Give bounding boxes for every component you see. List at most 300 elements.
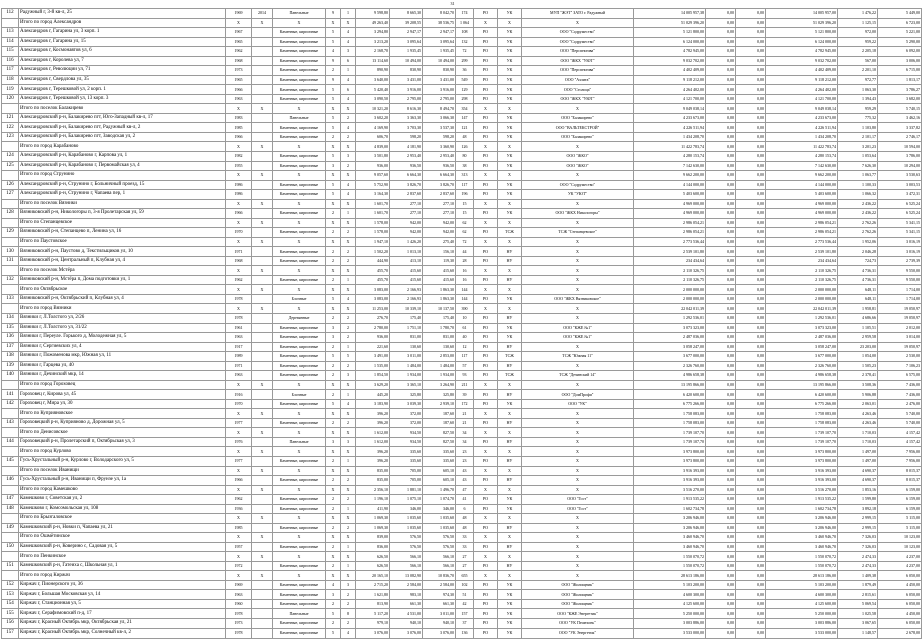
cell-row-number: 134 — [2, 314, 19, 324]
cell-fund-method: РО — [474, 180, 498, 190]
cell-owned-area: 566,10 — [423, 561, 456, 571]
cell-management-company: X — [522, 380, 634, 390]
cell-federal-funds: 0,00 — [706, 285, 736, 295]
cell-federal-funds: 0,00 — [706, 628, 736, 638]
cell-owned-area: 1 935,45 — [423, 47, 456, 57]
cell-total-cost: 9 032 702,00 — [634, 56, 706, 66]
cell-entrances: 2 — [341, 590, 356, 600]
cell-year-built: X — [226, 514, 252, 524]
cell-residential-area: 576,50 — [390, 533, 423, 543]
cell-residential-area: 566,10 — [390, 552, 423, 562]
cell-residential-area: 415,60 — [390, 266, 423, 276]
cell-management-company: X — [522, 237, 634, 247]
cell-residential-area: 1 035,60 — [390, 514, 423, 524]
cell-residents: 57 — [456, 361, 474, 371]
table-row — [2, 399, 922, 409]
cell-max-cost-per-sqm: 9 550,00 — [878, 275, 922, 285]
cell-regional-funds: 0,00 — [736, 352, 766, 362]
cell-year-reconstructed — [252, 247, 273, 257]
cell-total-cost: 3 516 270,00 — [634, 485, 706, 495]
cell-owned-area: 2 584,00 — [423, 580, 456, 590]
cell-address: Александров г, Революции ул, 71 — [19, 66, 226, 76]
cell-year-reconstructed — [252, 619, 273, 629]
cell-floors: 2 — [326, 476, 341, 486]
cell-year-reconstructed — [252, 56, 273, 66]
table-row — [2, 504, 922, 514]
cell-wall-material: Каменные, кирпичные — [273, 47, 326, 57]
cell-total-cost: 4 600 300,00 — [634, 590, 706, 600]
cell-address: Итого по город Карабаново — [19, 142, 226, 152]
cell-floors: 2 — [326, 495, 341, 505]
cell-year-reconstructed: X — [252, 285, 273, 295]
cell-owned-area: 335,60 — [423, 447, 456, 457]
cell-total-area: 813,90 — [356, 599, 390, 609]
cell-management-type: X — [498, 171, 522, 181]
cell-wall-material: X — [273, 304, 326, 314]
cell-cost-per-sqm: 3 201,23 — [838, 142, 878, 152]
cell-residents: 126 — [456, 142, 474, 152]
cell-management-type: НУ — [498, 561, 522, 571]
cell-row-number — [2, 533, 19, 543]
cell-year-built: X — [226, 171, 252, 181]
cell-residents: 313 — [456, 171, 474, 181]
cell-fund-method: X — [474, 285, 498, 295]
cell-year-reconstructed — [252, 561, 273, 571]
cell-fund-method: РО — [474, 228, 498, 238]
cell-owned-area: 277,10 — [423, 209, 456, 219]
cell-federal-funds: 0,00 — [706, 476, 736, 486]
cell-residential-area: 3 431,00 — [390, 75, 423, 85]
cell-address: Гороховец г, Кирова ул, 45 — [19, 390, 226, 400]
table-row — [2, 94, 922, 104]
cell-address: Киржач г, Красный Октябрь мкр, Октябрьская ул, 21 — [19, 619, 226, 629]
cell-cost-per-sqm: 3 067,65 — [838, 619, 878, 629]
cell-row-number — [2, 571, 19, 581]
cell-regional-funds: 0,00 — [736, 151, 766, 161]
cell-entrances: 2 — [341, 132, 356, 142]
cell-management-type: X — [498, 571, 522, 581]
cell-total-area: 5 117,20 — [356, 609, 390, 619]
cell-owner-funds: 2 986 054,21 — [766, 228, 838, 238]
cell-owner-funds: 3 973 800,00 — [766, 456, 838, 466]
cell-owned-area: 2 939,10 — [423, 399, 456, 409]
cell-management-company: X — [522, 171, 634, 181]
cell-year-reconstructed — [252, 342, 273, 352]
cell-residential-area: 1 035,60 — [390, 523, 423, 533]
cell-management-type: УК — [498, 94, 522, 104]
cell-year-built: 1963 — [226, 94, 252, 104]
cell-residential-area: 942,00 — [390, 228, 423, 238]
cell-max-cost-per-sqm: 6 723,00 — [878, 18, 922, 28]
cell-wall-material: Каменные, кирпичные — [273, 476, 326, 486]
subtotal-row — [2, 218, 922, 228]
cell-fund-method: РО — [474, 542, 498, 552]
cell-year-built: 1963 — [226, 371, 252, 381]
cell-management-company: ООО "Содружество" — [522, 180, 634, 190]
cell-federal-funds: 0,00 — [706, 371, 736, 381]
cell-address: Итого по поселок Иванищи — [19, 466, 226, 476]
cell-residential-area: 2 166,93 — [390, 285, 423, 295]
cell-row-number — [2, 199, 19, 209]
cell-residents: 93 — [456, 371, 474, 381]
cell-address: Итого по город Струнино — [19, 171, 226, 181]
cell-total-area: 20 165,10 — [356, 571, 390, 581]
cell-management-company: МУП "ЖЭТ" ЗАТО г. Радужный — [522, 9, 634, 19]
cell-regional-funds: 0,00 — [736, 599, 766, 609]
cell-wall-material: Каменные, кирпичные — [273, 371, 326, 381]
cell-row-number: 153 — [2, 590, 19, 600]
cell-federal-funds: 0,00 — [706, 37, 736, 47]
cell-total-cost: 4 986 658,38 — [634, 371, 706, 381]
cell-owner-funds: 3 916 393,00 — [766, 466, 838, 476]
cell-entrances: 1 — [341, 9, 356, 19]
cell-management-company: ТСЖ "Южная 11" — [522, 352, 634, 362]
cell-cost-per-sqm: 2 063,01 — [838, 399, 878, 409]
cell-address: Киржач г, Серафимовский п-д, 17 — [19, 609, 226, 619]
cell-regional-funds: 0,00 — [736, 256, 766, 266]
table-row — [2, 85, 922, 95]
cell-fund-method: РО — [474, 151, 498, 161]
cell-residential-area: 10 339,10 — [390, 304, 423, 314]
cell-owned-area: 1 934,00 — [423, 371, 456, 381]
cell-total-cost: 22 042 011,39 — [634, 304, 706, 314]
cell-fund-method: РО — [474, 113, 498, 123]
cell-residential-area: 325,80 — [390, 390, 423, 400]
cell-floors: 5 — [326, 628, 341, 638]
cell-owned-area: 3 066,30 — [423, 113, 456, 123]
cell-address: Камешковский р-н, Гатеиха с, Школьная ул, 1 — [19, 561, 226, 571]
cell-federal-funds: 0,00 — [706, 571, 736, 581]
cell-year-reconstructed — [252, 476, 273, 486]
cell-regional-funds: 0,00 — [736, 123, 766, 133]
cell-cost-per-sqm: 1 853,16 — [838, 485, 878, 495]
cell-residential-area: 566,10 — [390, 561, 423, 571]
cell-floors: 2 — [326, 228, 341, 238]
cell-total-area: 10 321,20 — [356, 104, 390, 114]
cell-regional-funds: 0,00 — [736, 266, 766, 276]
cell-residents: 33 — [456, 542, 474, 552]
cell-owned-area: 605,10 — [423, 466, 456, 476]
cell-total-cost: 3 677 000,00 — [634, 352, 706, 362]
cell-year-built: X — [226, 533, 252, 543]
cell-year-reconstructed — [252, 314, 273, 324]
cell-floors: 2 — [326, 619, 341, 629]
cell-entrances: X — [341, 171, 356, 181]
cell-floors: X — [326, 533, 341, 543]
cell-management-type: УК — [498, 495, 522, 505]
cell-regional-funds: 0,00 — [736, 371, 766, 381]
cell-row-number: 115 — [2, 47, 19, 57]
cell-owner-funds: 4 986 658,38 — [766, 371, 838, 381]
cell-management-company: ООО "Балакирево" — [522, 113, 634, 123]
cell-fund-method: РО — [474, 256, 498, 266]
cell-regional-funds: 0,00 — [736, 552, 766, 562]
cell-row-number — [2, 304, 19, 314]
table-row — [2, 247, 922, 257]
cell-residential-area: 2 795,00 — [390, 94, 423, 104]
cell-management-company: X — [522, 342, 634, 352]
cell-management-type: УК — [498, 333, 522, 343]
table-row — [2, 314, 922, 324]
cell-floors: X — [326, 571, 341, 581]
cell-cost-per-sqm: 1 952,06 — [838, 237, 878, 247]
cell-total-cost: 2 539 101,80 — [634, 247, 706, 257]
cell-total-area: 836,00 — [356, 542, 390, 552]
cell-year-reconstructed: X — [252, 571, 273, 581]
cell-owner-funds: 3 516 270,00 — [766, 485, 838, 495]
cell-federal-funds: 0,00 — [706, 428, 736, 438]
cell-max-cost-per-sqm: 5 115,00 — [878, 523, 922, 533]
cell-federal-funds: 0,00 — [706, 47, 736, 57]
cell-cost-per-sqm: 2 436,22 — [838, 199, 878, 209]
cell-federal-funds: 0,00 — [706, 323, 736, 333]
cell-total-area: 2 356,10 — [356, 485, 390, 495]
cell-owner-funds: 3 533 000,00 — [766, 628, 838, 638]
cell-floors: 2 — [326, 456, 341, 466]
cell-owner-funds: 7 142 630,00 — [766, 161, 838, 171]
cell-floors: 5 — [326, 294, 341, 304]
cell-residents: 6 — [456, 504, 474, 514]
cell-total-cost: 4 226 511,94 — [634, 123, 706, 133]
cell-residents: 117 — [456, 180, 474, 190]
cell-address: Итого по город Александров — [19, 18, 226, 28]
cell-management-type: УК — [498, 628, 522, 638]
cell-max-cost-per-sqm: 7 956,00 — [878, 447, 922, 457]
cell-total-area: 3 164,30 — [356, 190, 390, 200]
table-row — [2, 437, 922, 447]
cell-year-built: 1968 — [226, 56, 252, 66]
cell-year-built: 1978 — [226, 294, 252, 304]
cell-floors: 2 — [326, 371, 341, 381]
cell-fund-method: X — [474, 199, 498, 209]
cell-residential-area: 415,60 — [390, 275, 423, 285]
cell-total-area: 276,70 — [356, 314, 390, 324]
cell-cost-per-sqm: 5 069,54 — [838, 599, 878, 609]
cell-fund-method: X — [474, 552, 498, 562]
cell-residential-area: 3 076,00 — [390, 628, 423, 638]
cell-fund-method: РО — [474, 94, 498, 104]
cell-year-reconstructed — [252, 161, 273, 171]
cell-residents: 147 — [456, 113, 474, 123]
cell-residential-area: 3 703,30 — [390, 123, 423, 133]
cell-federal-funds: 0,00 — [706, 171, 736, 181]
cell-wall-material: X — [273, 380, 326, 390]
cell-fund-method: РО — [474, 37, 498, 47]
cell-residential-area: 830,90 — [390, 66, 423, 76]
cell-management-type: X — [498, 428, 522, 438]
cell-management-type: ТСЖ — [498, 228, 522, 238]
cell-year-reconstructed — [252, 456, 273, 466]
cell-year-built: 1986 — [226, 190, 252, 200]
cell-row-number: 127 — [2, 190, 19, 200]
cell-regional-funds: 0,00 — [736, 466, 766, 476]
cell-cost-per-sqm: 1 103,80 — [838, 123, 878, 133]
cell-owned-area: 3 264,90 — [423, 380, 456, 390]
cell-regional-funds: 0,00 — [736, 514, 766, 524]
cell-management-company: X — [522, 314, 634, 324]
cell-owned-area: 1 484,00 — [423, 361, 456, 371]
cell-owner-funds: 2 773 536,44 — [766, 237, 838, 247]
cell-regional-funds: 0,00 — [736, 561, 766, 571]
cell-residential-area: 1 934,00 — [390, 371, 423, 381]
cell-floors: 9 — [326, 9, 341, 19]
cell-total-cost: 4 782 945,00 — [634, 47, 706, 57]
cell-total-cost: 2 110 326,75 — [634, 266, 706, 276]
cell-wall-material: Каменные, кирпичные — [273, 180, 326, 190]
cell-total-cost: 3 460 946,70 — [634, 542, 706, 552]
cell-wall-material: Каменные, кирпичные — [273, 352, 326, 362]
cell-total-cost: 1 739 107,70 — [634, 428, 706, 438]
cell-regional-funds: 0,00 — [736, 476, 766, 486]
cell-residential-area: 1 075,10 — [390, 495, 423, 505]
cell-management-company: ООО "КЖЕ №1" — [522, 323, 634, 333]
cell-residential-area: 2 953,40 — [390, 151, 423, 161]
cell-entrances: 1 — [341, 66, 356, 76]
cell-floors: 3 — [326, 323, 341, 333]
cell-entrances: X — [341, 266, 356, 276]
cell-management-company: X — [522, 418, 634, 428]
cell-address: Итого по город Курлово — [19, 447, 226, 457]
cell-total-cost: 5 103 200,00 — [634, 580, 706, 590]
cell-total-cost: 1 739 107,70 — [634, 437, 706, 447]
cell-floors: 5 — [326, 180, 341, 190]
cell-entrances: 3 — [341, 371, 356, 381]
cell-cost-per-sqm: 2 762,26 — [838, 228, 878, 238]
cell-regional-funds: 0,00 — [736, 66, 766, 76]
cell-year-reconstructed — [252, 628, 273, 638]
cell-management-type: НУ — [498, 456, 522, 466]
cell-wall-material: Каменные, кирпичные — [273, 580, 326, 590]
cell-federal-funds: 0,00 — [706, 447, 736, 457]
cell-wall-material: X — [273, 142, 326, 152]
cell-management-type: НУ — [498, 275, 522, 285]
cell-floors: 3 — [326, 333, 341, 343]
cell-max-cost-per-sqm: 4 157,42 — [878, 437, 922, 447]
cell-max-cost-per-sqm: 5 449,00 — [878, 9, 922, 19]
cell-year-built: 1962 — [226, 495, 252, 505]
cell-owner-funds: 1 550 070,72 — [766, 552, 838, 562]
cell-floors: 3 — [326, 590, 341, 600]
cell-owner-funds: 1 758 083,00 — [766, 418, 838, 428]
cell-management-company: X — [522, 218, 634, 228]
cell-federal-funds: 0,00 — [706, 399, 736, 409]
cell-regional-funds: 0,00 — [736, 619, 766, 629]
cell-row-number: 151 — [2, 561, 19, 571]
cell-management-company: X — [522, 447, 634, 457]
cell-floors: X — [326, 447, 341, 457]
cell-federal-funds: 0,00 — [706, 495, 736, 505]
cell-entrances: 6 — [341, 56, 356, 66]
cell-total-area: 1 947,10 — [356, 237, 390, 247]
cell-wall-material: X — [273, 466, 326, 476]
cell-residents: 62 — [456, 228, 474, 238]
cell-entrances: 2 — [341, 619, 356, 629]
cell-floors: X — [326, 409, 341, 419]
cell-address: Вязниковский р-н, Степанцево п, Ленина ул, 16 — [19, 228, 226, 238]
cell-address: Александров г, Гагарина ул, 3 корп. 1 — [19, 28, 226, 38]
cell-cost-per-sqm: 1 710,03 — [838, 437, 878, 447]
cell-management-type: НУ — [498, 314, 522, 324]
cell-total-cost: 4 144 000,00 — [634, 180, 706, 190]
cell-address: Итого по город Вязники — [19, 304, 226, 314]
cell-cost-per-sqm: 4 736,31 — [838, 266, 878, 276]
cell-management-type: X — [498, 447, 522, 457]
cell-year-reconstructed — [252, 352, 273, 362]
cell-total-area: 1 069,30 — [356, 514, 390, 524]
cell-regional-funds: 0,00 — [736, 75, 766, 85]
cell-federal-funds: 0,00 — [706, 609, 736, 619]
cell-max-cost-per-sqm: 3 786,27 — [878, 85, 922, 95]
cell-entrances: 4 — [341, 180, 356, 190]
cell-max-cost-per-sqm: 2 678,00 — [878, 628, 922, 638]
cell-federal-funds: 0,00 — [706, 409, 736, 419]
cell-cost-per-sqm: 2 999,15 — [838, 514, 878, 524]
cell-row-number: 146 — [2, 476, 19, 486]
cell-fund-method: РО — [474, 609, 498, 619]
cell-floors: X — [326, 514, 341, 524]
cell-management-type: НУ — [498, 342, 522, 352]
cell-entrances: 4 — [341, 75, 356, 85]
cell-entrances: 3 — [341, 47, 356, 57]
table-row — [2, 476, 922, 486]
cell-address: Итого по поселок Мстёра — [19, 266, 226, 276]
cell-address: Александров г, Свердлова ул, 35 — [19, 75, 226, 85]
cell-cost-per-sqm: 1 148,57 — [838, 628, 878, 638]
cell-fund-method: РО — [474, 361, 498, 371]
cell-row-number: 114 — [2, 37, 19, 47]
cell-year-reconstructed — [252, 132, 273, 142]
cell-management-type: УК — [498, 85, 522, 95]
cell-total-area: 626,50 — [356, 552, 390, 562]
cell-federal-funds: 0,00 — [706, 599, 736, 609]
cell-regional-funds: 0,00 — [736, 456, 766, 466]
cell-row-number: 137 — [2, 342, 19, 352]
cell-year-built: 1966 — [226, 132, 252, 142]
cell-year-reconstructed — [252, 256, 273, 266]
cell-entrances: 4 — [341, 190, 356, 200]
cell-entrances: 2 — [341, 228, 356, 238]
cell-residents: 211 — [456, 380, 474, 390]
cell-max-cost-per-sqm: 2 012,00 — [878, 323, 922, 333]
cell-entrances: 2 — [341, 333, 356, 343]
cell-management-company: X — [522, 199, 634, 209]
table-row — [2, 619, 922, 629]
cell-total-area: 396,20 — [356, 447, 390, 457]
cell-residents: 196 — [456, 190, 474, 200]
cell-floors: 5 — [326, 94, 341, 104]
cell-floors: 9 — [326, 56, 341, 66]
cell-total-cost: 2 986 054,21 — [634, 228, 706, 238]
cell-cost-per-sqm: 5 906,88 — [838, 390, 878, 400]
cell-owned-area: 1 496,70 — [423, 485, 456, 495]
cell-owner-funds: 2 110 326,75 — [766, 266, 838, 276]
cell-year-reconstructed: X — [252, 485, 273, 495]
cell-row-number: 157 — [2, 628, 19, 638]
cell-owned-area: 3 011,00 — [423, 609, 456, 619]
cell-residents: 144 — [456, 285, 474, 295]
cell-address: Итого по город Гороховец — [19, 380, 226, 390]
cell-year-built: 1972 — [226, 561, 252, 571]
cell-floors: 5 — [326, 28, 341, 38]
cell-year-reconstructed — [252, 504, 273, 514]
cell-total-area: 4 839,00 — [356, 142, 390, 152]
cell-wall-material: Каменные, кирпичные — [273, 75, 326, 85]
cell-row-number — [2, 552, 19, 562]
cell-max-cost-per-sqm: 7 106,23 — [878, 361, 922, 371]
cell-max-cost-per-sqm: 4 450,00 — [878, 580, 922, 590]
cell-owner-funds: 2 000 000,00 — [766, 285, 838, 295]
cell-owned-area: 3 537,30 — [423, 123, 456, 133]
